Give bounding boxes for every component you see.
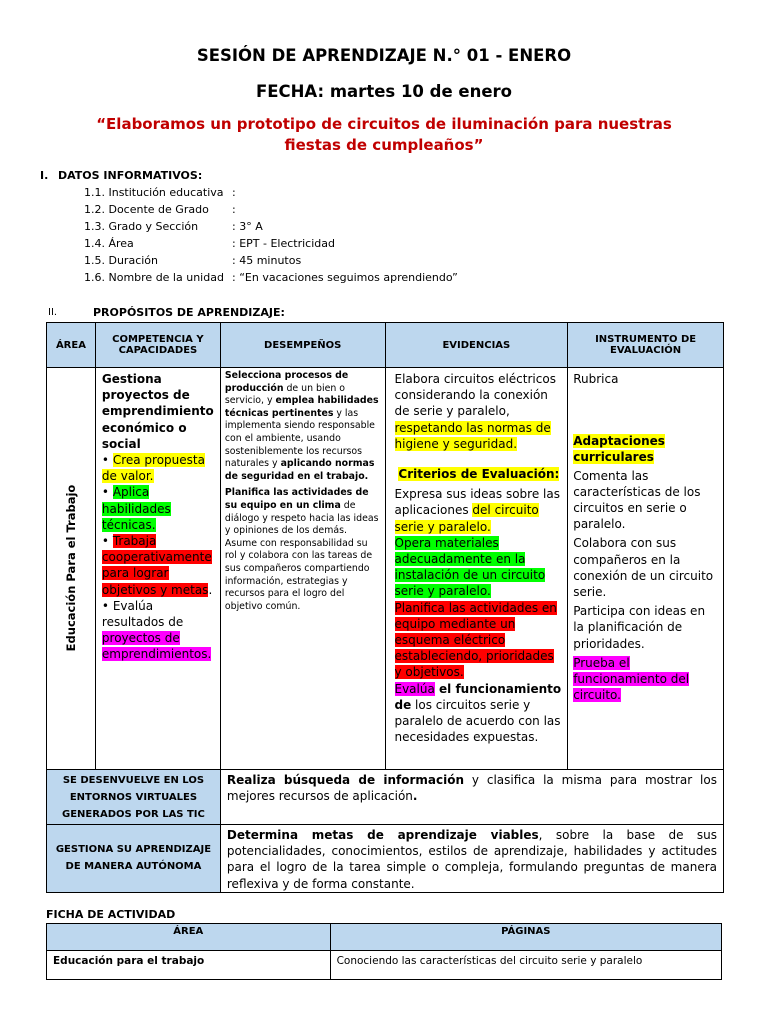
criterio-2: Opera materiales adecuadamente en la instalación de un circuito serie y paralelo. [394,535,546,599]
header-evidencias: EVIDENCIAS [385,323,568,368]
section-1-title: DATOS INFORMATIVOS: [58,169,203,182]
instrumento-rubrica: Rubrica [573,372,619,386]
evidencia-1: Elabora circuitos eléctricos considerando la conexión de serie y paralelo, respetando las normas de higiene y seguridad. [394,372,556,451]
info-key: 1.4. Área [84,237,134,250]
purposes-table [46,322,724,893]
criterio-1: Expresa sus ideas sobre las aplicaciones del circuito serie y paralelo. [394,487,560,534]
desempeno-2: Planifica las actividades de su equipo en un clima de diálogo y respeto hacia las ideas y opiniones de los demás. Asume con responsabilidad su rol y colabora con las tareas de sus compañeros compartiendo información, estrategias y recursos para el logro del objetivo común. [224,487,379,612]
ficha-title: FICHA DE ACTIVIDAD [46,908,176,921]
header-desempenos: DESEMPEÑOS [220,323,385,368]
info-key: 1.2. Docente de Grado [84,203,209,216]
ficha-paginas-value: Conociendo las características del circuito serie y paralelo [330,951,721,980]
info-value: : EPT - Electricidad [232,237,335,250]
desempeno-1: Selecciona procesos de producción de un bien o servicio, y emplea habilidades técnicas pertinentes y las implementa siendo responsable con el ambiente, usando sostenible​mente los recursos naturales y aplicando normas de seguridad en el trabajo. [224,370,379,482]
info-value: : 3° A [232,220,263,233]
info-value: : [232,203,236,216]
capacidad-item: • Aplica habilidades técnicas. [101,485,171,532]
competencia-list [102,452,216,663]
session-title: SESIÓN DE APRENDIZAJE N.° 01 - ENERO [196,46,572,65]
session-date: FECHA: martes 10 de enero [255,82,513,101]
area-cell [47,368,96,770]
session-subtitle: “Elaboramos un prototipo de circuitos de iluminación para nuestras fiestas de cumpleaños” [96,115,672,154]
evidencias-cell [385,368,568,770]
autonomo-text: Determina metas de aprendizaje viables, sobre la base de sus potencialidades, conocimientos, estilos de aprendizaje, habilidades y actitudes para el logro de la tarea simple o compleja, formulando preguntas de manera reflexiva y de forma constante. [220,825,723,893]
instrumento-cell [568,368,724,770]
ficha-table [46,923,722,980]
header-area: ÁREA [47,323,96,368]
ficha-area-value: Educación para el trabajo [47,951,331,980]
desempenos-cell [220,368,385,770]
adaptaciones-heading: Adaptaciones curriculares [573,434,665,465]
info-value: : “En vacaciones seguimos aprendiendo” [232,271,458,284]
competencia-cell [95,368,220,770]
capacidad-item: • Trabaja cooperativamente para lograr objetivos y metas. [101,534,213,597]
header-instrumento: INSTRUMENTO DE EVALUACIÓN [568,323,724,368]
ficha-header-area: ÁREA [47,924,331,951]
info-key: 1.5. Duración [84,254,158,267]
area-vertical-label: Educación Para el Trabajo [64,484,78,652]
criterio-4: Evalúa el funcionamiento de los circuitos serie y paralelo de acuerdo con las necesidades expuestas. [394,681,562,745]
section-1-numeral: I. [40,169,49,182]
competencia-title: Gestiona proyectos de emprendimiento económico o social [101,372,214,451]
info-key: 1.1. Institución educativa [84,186,224,199]
info-value: : [232,186,236,199]
autonomo-label: GESTIONA SU APRENDIZAJE DE MANERA AUTÓNOMA [47,825,221,893]
info-key: 1.6. Nombre de la unidad [84,271,224,284]
adaptacion-4: Prueba el funcionamiento del circuito. [573,655,690,703]
section-2-numeral: II. [48,307,58,318]
section-2-title: PROPÓSITOS DE APRENDIZAJE: [93,306,285,319]
capacidad-item: • Evalúa resultados de proyectos de emprendimientos. [101,598,212,662]
adaptacion-1: Comenta las características de los circuitos en serie o paralelo. [573,468,701,532]
tic-label: SE DESENVUELVE EN LOS ENTORNOS VIRTUALES GENERADOS POR LAS TIC [47,770,221,825]
info-key: 1.3. Grado y Sección [84,220,199,233]
criterio-3: Planifica las actividades en equipo mediante un esquema eléctrico estableciendo, prioridades y objetivos. [394,600,557,680]
criterios-heading: Criterios de Evaluación: [398,467,560,482]
tic-text: Realiza búsqueda de información y clasifica la misma para mostrar los mejores recursos de aplicación. [220,770,723,825]
capacidad-item: • Crea propuesta de valor. [101,453,205,484]
adaptacion-3: Participa con ideas en la planificación de prioridades. [573,604,706,651]
ficha-header-paginas: PÁGINAS [330,924,721,951]
header-competencia: COMPETENCIA Y CAPACIDADES [95,323,220,368]
adaptacion-2: Colabora con sus compañeros en la conexión de un circuito serie. [573,536,714,600]
info-value: : 45 minutos [232,254,302,267]
